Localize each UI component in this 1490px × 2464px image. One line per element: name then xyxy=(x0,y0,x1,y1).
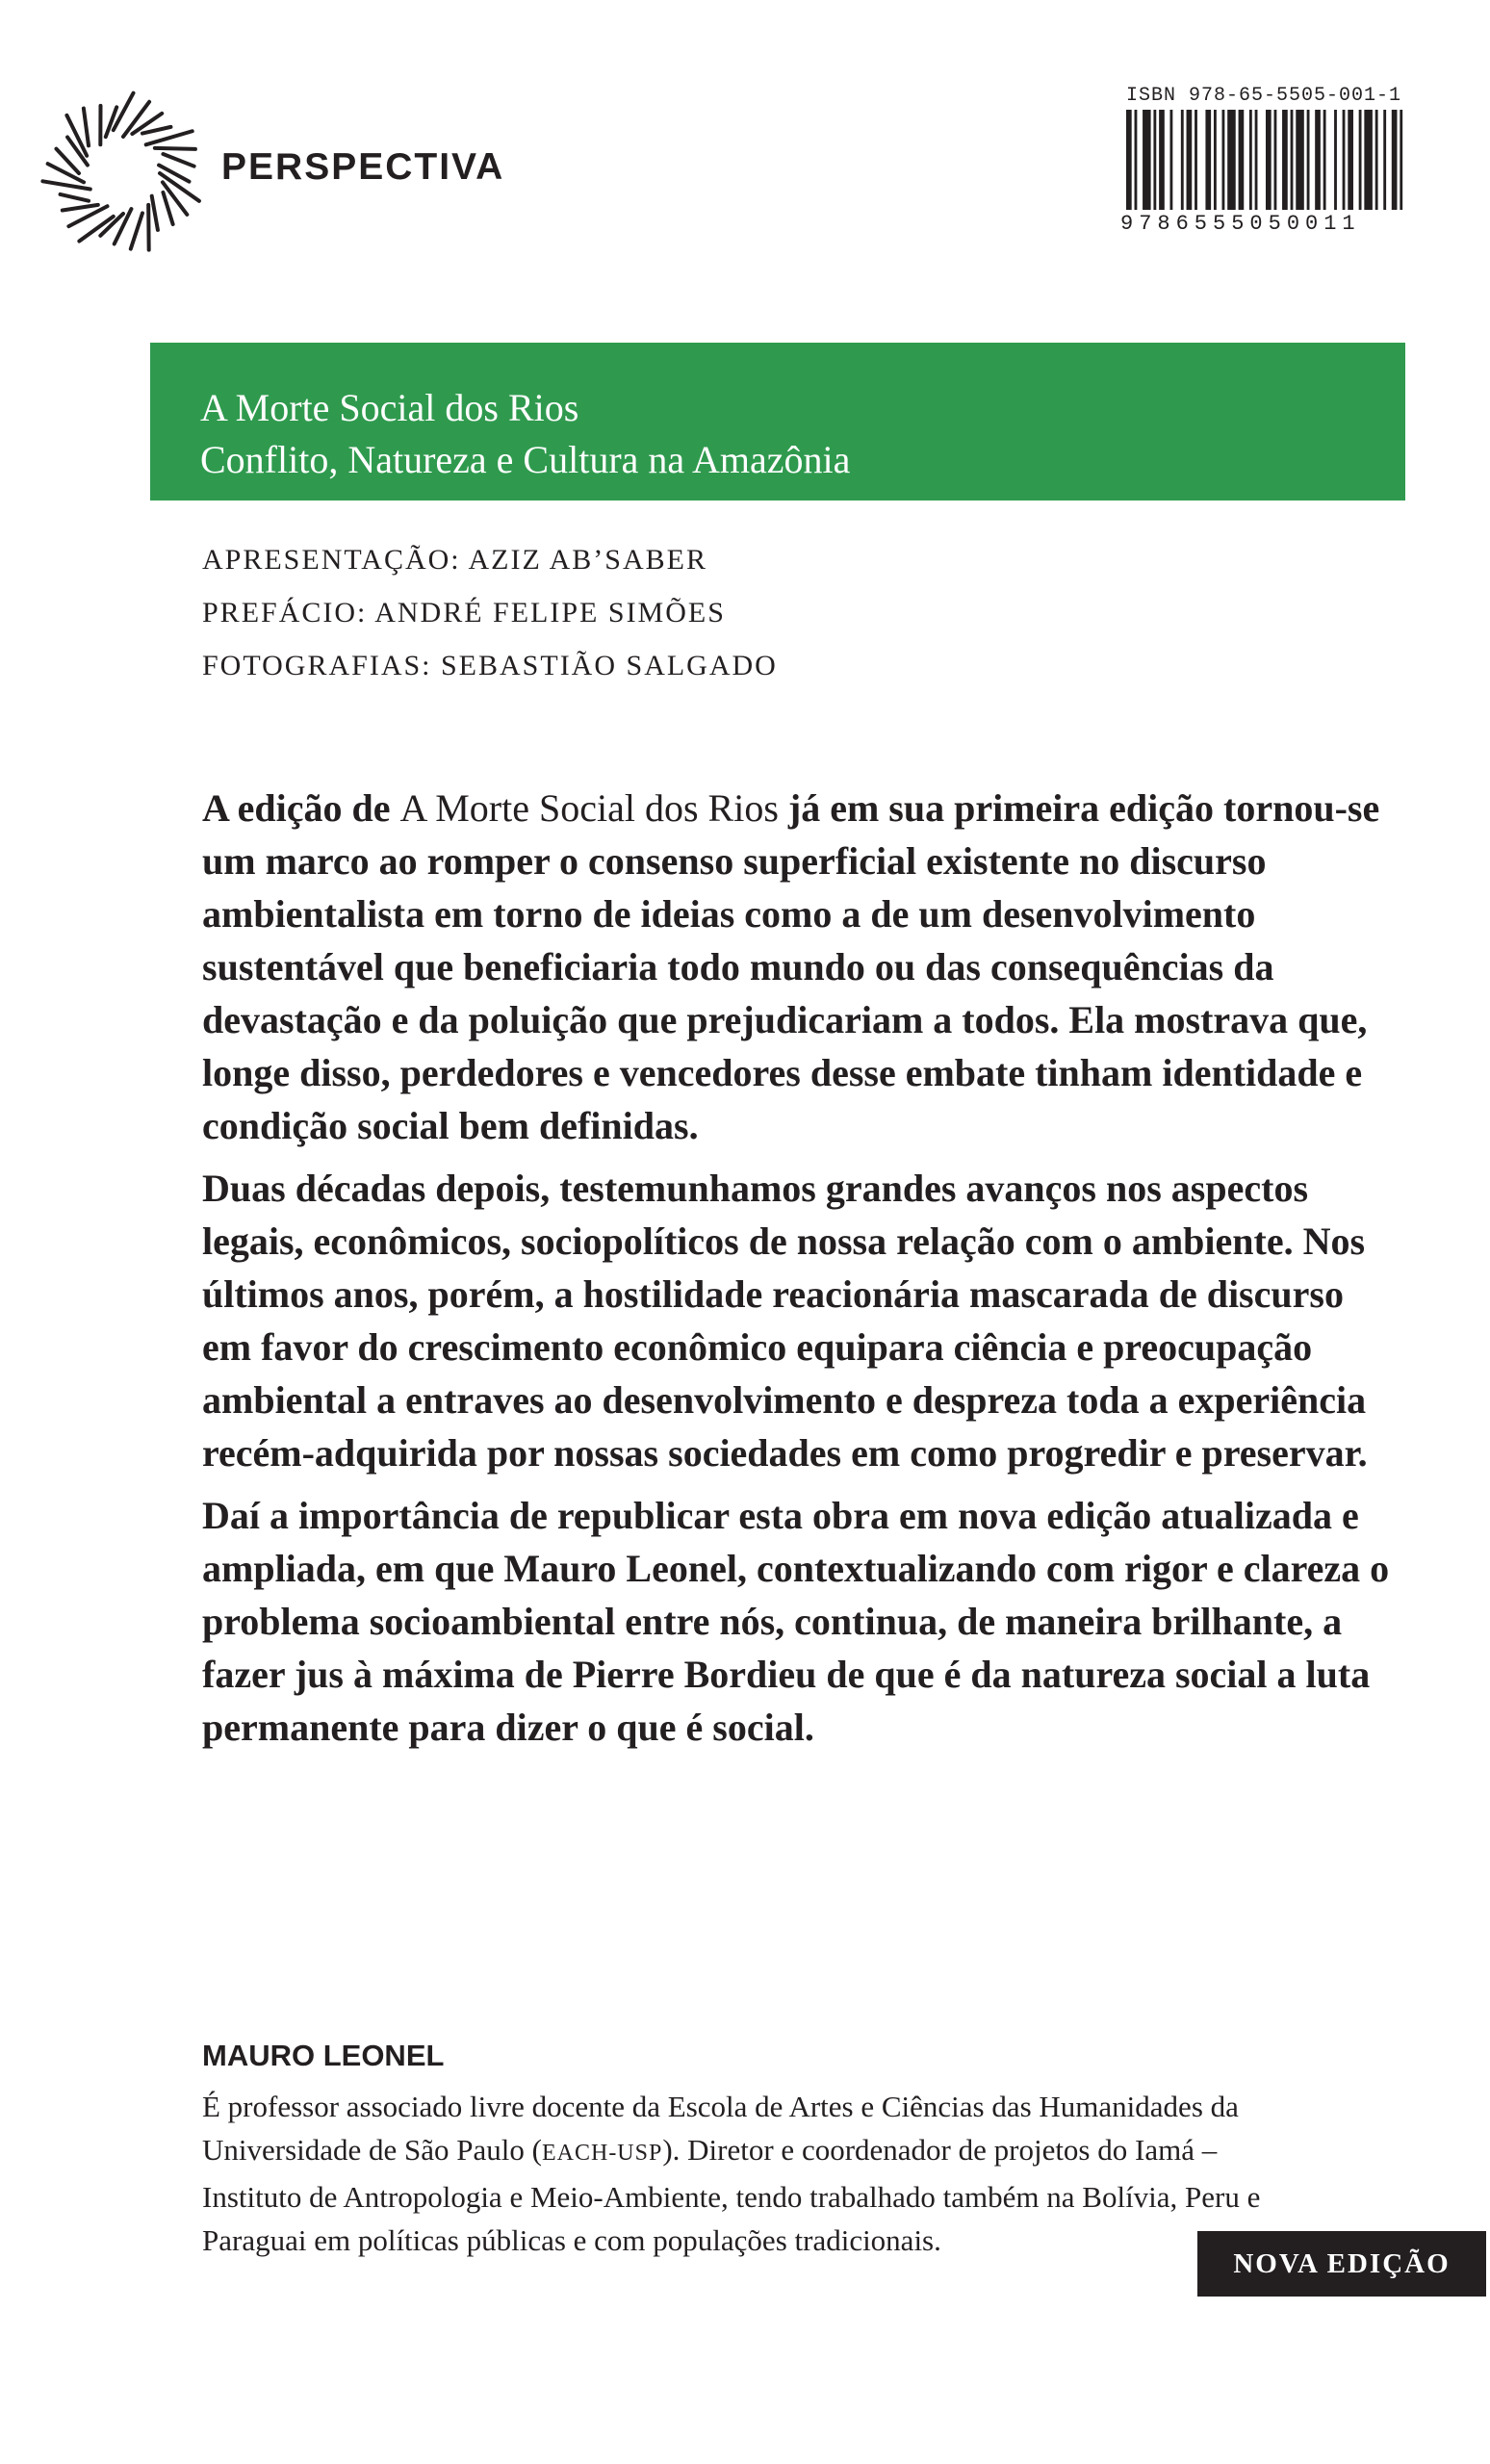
author-bio xyxy=(202,2085,1319,2262)
credit-preface: PREFÁCIO: ANDRÉ FELIPE SIMÕES xyxy=(202,597,726,629)
logo-ray xyxy=(155,148,195,149)
barcode-bar xyxy=(1315,110,1321,210)
blurb-p1-rest: já em sua primeira edição tornou-se um marco ao romper o consenso superficial existente no discurso ambientalista em torno de ideias como a de um desenvolvimento sustentável que beneficiaria todo mundo ou das consequências da devastação e da poluição que prejudicariam a todos. Ela mostrava que, longe disso, perdedores e vencedores desse embate tinham identidade e condição social bem definidas. xyxy=(202,786,1380,1147)
barcode-icon xyxy=(1126,110,1405,210)
barcode-bar xyxy=(1249,110,1252,210)
barcode-bar xyxy=(1169,110,1172,210)
isbn-barcode-block xyxy=(1118,85,1407,243)
publisher-name: PERSPECTIVA xyxy=(221,146,505,188)
logo-ray xyxy=(163,192,172,224)
logo-ray xyxy=(61,194,89,201)
author-bio-abbr: EACH-USP xyxy=(541,2141,663,2166)
isbn-label: ISBN 978-65-5505-001-1 xyxy=(1126,85,1402,107)
barcode-bar xyxy=(1282,110,1288,210)
sunburst-logo-icon xyxy=(39,89,208,258)
book-title: A Morte Social dos Rios xyxy=(200,386,579,429)
barcode-bar xyxy=(1187,110,1193,210)
barcode-bar xyxy=(1296,110,1304,210)
blurb-p1-intro: A edição de xyxy=(202,786,400,830)
barcode-bar xyxy=(1266,110,1272,210)
logo-ray xyxy=(106,107,116,137)
blurb xyxy=(202,782,1396,1763)
blurb-paragraph-2: Duas décadas depois, testemunhamos grandes avanços nos aspectos legais, econômicos, sociopolíticos de nossa relação com o ambiente. Nos últimos anos, porém, a hostilidade reacionária mascarada de discurso em favor do crescimento econômico equipara ciência e preocupação ambiental a entraves ao desenvolvimento e despreza toda a experiência recém-adquirida por nossas sociedades em como progredir e preservar. xyxy=(202,1167,1368,1475)
barcode-bar xyxy=(1222,110,1225,210)
logo-ray xyxy=(163,154,193,167)
credit-photographs: FOTOGRAFIAS: SEBASTIÃO SALGADO xyxy=(202,650,778,681)
barcode-bar xyxy=(1334,110,1337,210)
barcode-bar xyxy=(1181,110,1184,210)
barcode-bar xyxy=(1195,110,1197,210)
isbn-digits: 9786555050011 xyxy=(1120,212,1361,236)
barcode-bar xyxy=(1307,110,1310,210)
barcode-bar xyxy=(1343,110,1346,210)
logo-ray xyxy=(159,166,189,182)
barcode-bar xyxy=(1323,110,1326,210)
barcode-bar xyxy=(1274,110,1277,210)
logo-ray xyxy=(146,131,193,144)
logo-ray xyxy=(63,205,98,211)
logo-ray xyxy=(131,213,142,248)
new-edition-badge: NOVA EDIÇÃO xyxy=(1197,2231,1486,2297)
barcode-bar xyxy=(1159,110,1165,210)
barcode-bar xyxy=(1400,110,1402,210)
barcode-bar xyxy=(1153,110,1156,210)
barcode-bar xyxy=(1135,110,1138,210)
blurb-p1-title: A Morte Social dos Rios xyxy=(399,786,779,830)
barcode-bar xyxy=(1383,110,1386,210)
book-subtitle: Conflito, Natureza e Cultura na Amazônia xyxy=(200,438,851,481)
blurb-paragraph-1 xyxy=(202,782,1396,1152)
logo-ray xyxy=(84,109,89,146)
logo-ray xyxy=(152,196,158,230)
author-name: MAURO LEONEL xyxy=(202,2039,445,2072)
barcode-bar xyxy=(1214,110,1217,210)
barcode-bar xyxy=(1291,110,1294,210)
barcode-bar xyxy=(1143,110,1151,210)
barcode-bar xyxy=(1364,110,1373,210)
publisher-logo xyxy=(39,89,208,258)
barcode-bar xyxy=(1126,110,1132,210)
barcode-bar xyxy=(1359,110,1362,210)
barcode-bar xyxy=(1227,110,1236,210)
credits xyxy=(202,533,778,692)
credit-presentation: APRESENTAÇÃO: AZIZ AB’SABER xyxy=(202,544,707,576)
logo-ray xyxy=(142,127,170,134)
blurb-paragraph-3: Daí a importância de republicar esta obra em nova edição atualizada e ampliada, em que Mauro Leonel, contextualizando com rigor e clareza o problema socioambiental entre nós, continua, de maneira brilhante, a fazer jus à máxima de Pierre Bordieu de que é da natureza social a luta permanente para dizer o que é social. xyxy=(202,1494,1390,1749)
barcode-bar xyxy=(1205,110,1211,210)
barcode-bar xyxy=(1348,110,1353,210)
barcode-bar xyxy=(1239,110,1245,210)
author-bio-part-1: É professor associado livre docente da Escola de Artes e Ciências das Humanidades da Universidade de São Paulo ( xyxy=(202,2090,1239,2167)
title-band xyxy=(150,343,1405,500)
barcode-bar xyxy=(1255,110,1258,210)
barcode-bar xyxy=(1392,110,1398,210)
barcode-bar xyxy=(1375,110,1378,210)
author-bio-part-2: ). Diretor e coordenador de projetos do Iamá – Instituto de Antropologia e Meio-Ambiente, tendo trabalhado também na Bolívia, Peru e Paraguai em políticas públicas e com populações tradicionais. xyxy=(202,2133,1261,2257)
